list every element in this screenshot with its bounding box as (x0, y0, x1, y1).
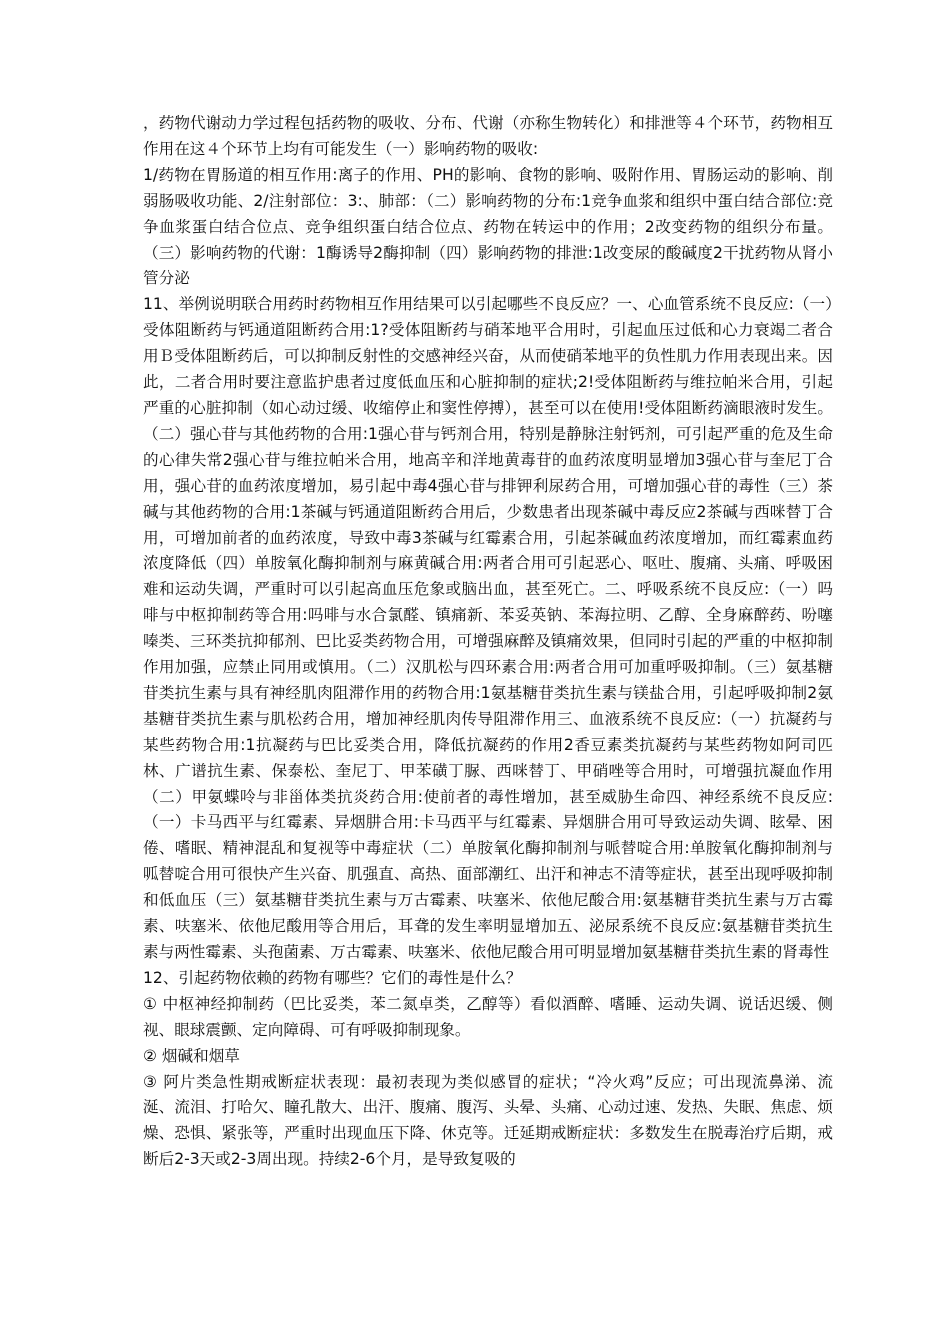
paragraph-nicotine: ② 烟碱和烟草 (143, 1046, 240, 1065)
paragraph-pharmacokinetics-details: 1/药物在胃肠道的相互作用:离子的作用、PH的影响、食物的影响、吸附作用、胃肠运动的影响、削弱肠吸收功能、2/注射部位：3:、肺部：（二）影响药物的分布:1竞争血浆和组织中蛋白结合部位:竞争血浆蛋白结合位点、竞争组织蛋白结合位点、药物在转运中的作用；2改变药物的组织分布量。（三）影响药物的代谢：1酶诱导2酶抑制（四）影响药物的排泄:1改变尿的酸碱度2干扰药物从肾小管分泌 (143, 165, 833, 288)
paragraph-opioids: ③ 阿片类急性期戒断症状表现：最初表现为类似感冒的症状；“冷火鸡”反应；可出现流鼻涕、流涎、流泪、打哈欠、瞳孔散大、出汗、腹痛、腹泻、头晕、头痛、心动过速、发热、失眠、焦虑、烦燥、恐惧、紧张等，严重时出现血压下降、休克等。迁延期戒断症状：多数发生在脱毒治疗后期，戒断后2-3天或2-3周出现。持续2-6个月，是导致复吸的 (143, 1072, 833, 1169)
document-page (143, 111, 833, 1173)
paragraph-question-11: 11、举例说明联合用药时药物相互作用结果可以引起哪些不良反应？一、心血管系统不良反应:（一）受体阻断药与钙通道阻断药合用:1?受体阻断药与硝苯地平合用时，引起血压过低和心力衰竭二者合用Ｂ受体阻断药后，可以抑制反射性的交感神经兴奋，从而使硝苯地平的负性肌力作用表现出来。因此，二者合用时要注意监护患者过度低血压和心脏抑制的症状;2!受体阻断药与维拉帕米合用，引起严重的心脏抑制（如心动过缓、收缩停止和窦性停搏），甚至可以在使用!受体阻断药滴眼液时发生。（二）强心苷与其他药物的合用:1强心苷与钙剂合用，特别是静脉注射钙剂，可引起严重的危及生命的心律失常2强心苷与维拉帕米合用，地高辛和洋地黄毒苷的血药浓度明显增加3强心苷与奎尼丁合用，强心苷的血药浓度增加，易引起中毒4强心苷与排钾利尿药合用，可增加强心苷的毒性（三）茶碱与其他药物的合用:1茶碱与钙通道阻断药合用后，少数患者出现茶碱中毒反应2茶碱与西咪替丁合用，可增加前者的血药浓度，导致中毒3茶碱与红霉素合用，引起茶碱血药浓度增加，而红霉素血药浓度降低（四）单胺氧化酶抑制剂与麻黄碱合用:两者合用可引起恶心、呕吐、腹痛、头痛、呼吸困难和运动失调，严重时可以引起高血压危象或脑出血，甚至死亡。二、呼吸系统不良反应:（一）吗啡与中枢抑制药等合用:吗啡与水合氯醛、镇痛新、苯妥英钠、苯海拉明、乙醇、全身麻醉药、吩噻嗪类、三环类抗抑郁剂、巴比妥类药物合用，可增强麻醉及镇痛效果，但同时引起的严重的中枢抑制作用加强，应禁止同用或慎用。（二）汉肌松与四环素合用:两者合用可加重呼吸抑制。（三）氨基糖苷类抗生素与具有神经肌肉阻滞作用的药物合用:1氨基糖苷类抗生素与镁盐合用，引起呼吸抑制2氨基糖苷类抗生素与肌松药合用，增加神经肌肉传导阻滞作用三、血液系统不良反应:（一）抗凝药与某些药物合用:1抗凝药与巴比妥类合用，降低抗凝药的作用2香豆素类抗凝药与某些药物如阿司匹林、广谱抗生素、保泰松、奎尼丁、甲苯磺丁脲、西咪替丁、甲硝唑等合用时，可增强抗凝血作用（二）甲氨蝶呤与非甾体类抗炎药合用:使前者的毒性增加，甚至威胁生命四、神经系统不良反应:（一）卡马西平与红霉素、异烟肼合用:卡马西平与红霉素、异烟肼合用可导致运动失调、眩晕、困倦、嗜眠、精神混乱和复视等中毒症状（二）单胺氧化酶抑制剂与哌替啶合用:单胺氧化酶抑制剂与呱替啶合用可很快产生兴奋、肌强直、高热、面部潮红、出汗和神志不清等症状，甚至出现呼吸抑制和低血压（三）氨基糖苷类抗生素与万古霉素、呋塞米、依他尼酸合用:氨基糖苷类抗生素与万古霉素、呋塞米、依他尼酸用等合用后，耳聋的发生率明显增加五、泌尿系统不良反应:氨基糖苷类抗生素与两性霉素、头孢菌素、万古霉素、呋塞米、依他尼酸合用可明显增加氨基糖苷类抗生素的肾毒性 (143, 295, 833, 961)
paragraph-pharmacokinetics-intro: ，药物代谢动力学过程包括药物的吸收、分布、代谢（亦称生物转化）和排泄等４个环节，药物相互作用在这４个环节上均有可能发生（一）影响药物的吸收: (143, 114, 833, 158)
paragraph-cns-depressants: ① 中枢神经抑制药（巴比妥类，苯二氮卓类，乙醇等）看似酒醉、嗜睡、运动失调、说话迟缓、侧视、眼球震颤、定向障碍、可有呼吸抑制现象。 (143, 994, 833, 1039)
paragraph-question-12: 12、引起药物依赖的药物有哪些？它们的毒性是什么？ (143, 968, 522, 987)
